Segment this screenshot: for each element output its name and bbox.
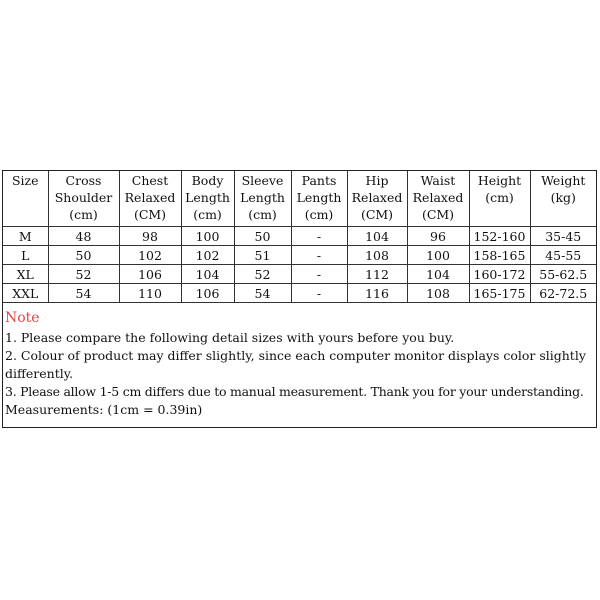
table-cell: 55-62.5 xyxy=(530,265,596,284)
table-cell: 106 xyxy=(181,284,234,303)
table-cell: 98 xyxy=(119,227,181,246)
header-row xyxy=(3,171,596,227)
table-cell: 112 xyxy=(347,265,407,284)
table-cell: 54 xyxy=(234,284,291,303)
table-cell: 152-160 xyxy=(469,227,530,246)
notes-section xyxy=(3,303,596,419)
table-cell: 106 xyxy=(119,265,181,284)
note-measurements: Measurements: (1cm = 0.39in) xyxy=(5,402,203,417)
table-cell: - xyxy=(291,246,347,265)
table-row xyxy=(3,265,596,284)
table-cell: 104 xyxy=(347,227,407,246)
table-cell: XXL xyxy=(3,284,48,303)
table-row xyxy=(3,284,596,303)
table-cell: 35-45 xyxy=(530,227,596,246)
table-cell: L xyxy=(3,246,48,265)
table-cell: 50 xyxy=(234,227,291,246)
note-line-1: 1. Please compare the following detail sizes with yours before you buy. xyxy=(5,330,455,345)
table-cell: 104 xyxy=(407,265,469,284)
table-cell: 165-175 xyxy=(469,284,530,303)
table-cell: 52 xyxy=(48,265,119,284)
table-cell: 52 xyxy=(234,265,291,284)
table-cell: - xyxy=(291,284,347,303)
table-cell: 158-165 xyxy=(469,246,530,265)
header-chest-relaxed: Chest Relaxed (CM) xyxy=(119,171,181,227)
header-height: Height (cm) xyxy=(469,171,530,227)
note-title: Note xyxy=(5,310,40,326)
header-cross-shoulder: Cross Shoulder (cm) xyxy=(48,171,119,227)
table-row xyxy=(3,227,596,246)
table-cell: 100 xyxy=(407,246,469,265)
table-cell: 104 xyxy=(181,265,234,284)
table-cell: - xyxy=(291,265,347,284)
table-cell: 108 xyxy=(407,284,469,303)
table-cell: 51 xyxy=(234,246,291,265)
table-cell: 62-72.5 xyxy=(530,284,596,303)
size-table xyxy=(3,171,596,303)
table-cell: 45-55 xyxy=(530,246,596,265)
table-cell: 160-172 xyxy=(469,265,530,284)
header-weight: Weight (kg) xyxy=(530,171,596,227)
header-waist-relaxed: Waist Relaxed (CM) xyxy=(407,171,469,227)
header-pants-length: Pants Length (cm) xyxy=(291,171,347,227)
table-cell: M xyxy=(3,227,48,246)
header-hip-relaxed: Hip Relaxed (CM) xyxy=(347,171,407,227)
note-line-3: 3. Please allow 1-5 cm differs due to manual measurement. Thank you for your understanding. xyxy=(5,384,584,399)
table-cell: 110 xyxy=(119,284,181,303)
header-body-length: Body Length (cm) xyxy=(181,171,234,227)
table-cell: 96 xyxy=(407,227,469,246)
table-cell: 48 xyxy=(48,227,119,246)
table-row xyxy=(3,246,596,265)
table-cell: 54 xyxy=(48,284,119,303)
table-cell: 50 xyxy=(48,246,119,265)
note-line-2: 2. Colour of product may differ slightly, since each computer monitor displays color slightly differently. xyxy=(5,348,586,381)
table-cell: - xyxy=(291,227,347,246)
size-chart xyxy=(2,170,597,428)
header-sleeve-length: Sleeve Length (cm) xyxy=(234,171,291,227)
table-cell: 100 xyxy=(181,227,234,246)
table-cell: 116 xyxy=(347,284,407,303)
header-size: Size xyxy=(3,171,48,227)
table-cell: XL xyxy=(3,265,48,284)
table-cell: 102 xyxy=(181,246,234,265)
table-cell: 108 xyxy=(347,246,407,265)
table-cell: 102 xyxy=(119,246,181,265)
